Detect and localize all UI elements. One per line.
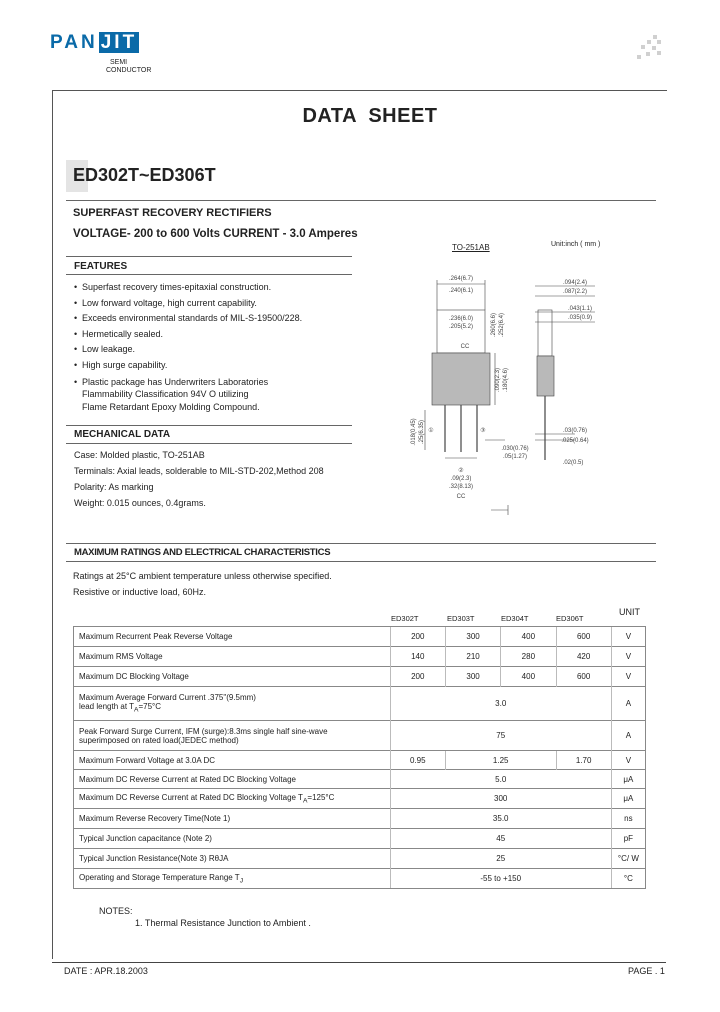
param-name: Maximum DC Reverse Current at Rated DC Blocking Voltage [74, 770, 391, 789]
logo-pan: PAN [50, 32, 98, 53]
pin-marker: ② [458, 468, 464, 474]
body-outline [432, 353, 490, 405]
brand-logo [50, 32, 139, 54]
feature-item: • Superfast recovery times-epitaxial construction. [74, 280, 354, 296]
table-row [74, 849, 646, 869]
divider [66, 200, 656, 201]
dim-label: .02(0.5) [562, 460, 584, 466]
divider [66, 543, 656, 544]
dim-label: .260(6.6) [491, 312, 497, 338]
table-row [74, 687, 646, 721]
features-list [74, 280, 354, 413]
param-line: Peak Forward Surge Current, IFM (surge):8.3ms single half sine-wave [79, 726, 328, 736]
value-cell: 25 [390, 849, 611, 869]
param-line: Maximum Average Forward Current .375"(9.5mm) [79, 693, 256, 703]
dim-label: .025(0.64) [561, 438, 589, 444]
param-name: Maximum Forward Voltage at 3.0A DC [74, 751, 391, 770]
ratings-table [73, 626, 646, 889]
table-row [74, 829, 646, 849]
divider [66, 561, 656, 562]
feature-item: • High surge capability. [74, 358, 354, 374]
value-cell: 35.0 [390, 809, 611, 829]
table-row [74, 627, 646, 647]
value-cell: 200 [390, 627, 445, 647]
dim-label: .035(0.9) [567, 315, 593, 321]
param-sub: A [134, 706, 139, 714]
param-name: Maximum Reverse Recovery Time(Note 1) [74, 809, 391, 829]
dim-label: .205(5.2) [448, 324, 474, 330]
unit-cell: V [611, 667, 645, 687]
table-row [74, 789, 646, 809]
feature-item: • Hermetically sealed. [74, 327, 354, 343]
dim-label: .09(2.3) [450, 476, 472, 482]
dim-label: .05(1.27) [502, 454, 528, 460]
value-cell: 420 [556, 647, 611, 667]
voltage-current-line: VOLTAGE- 200 to 600 Volts CURRENT - 3.0 Amperes [73, 228, 358, 240]
param-name [74, 687, 391, 721]
dim-label: .32(8.13) [448, 484, 474, 490]
feature-continuation: Flammability Classification 94V O utilizing [82, 389, 249, 400]
ratings-notes [73, 568, 332, 600]
value-cell: 300 [445, 667, 500, 687]
dim-label: .25(6.35) [419, 419, 425, 445]
param-name: Typical Junction Resistance(Note 3) RθJA [74, 849, 391, 869]
value-cell: 600 [556, 627, 611, 647]
value-cell: 200 [390, 667, 445, 687]
page-title: DATA SHEET [302, 105, 438, 127]
table-row [74, 751, 646, 770]
unit-cell: μA [611, 789, 645, 809]
note-1: 1. Thermal Resistance Junction to Ambient . [135, 918, 311, 928]
value-cell: 5.0 [390, 770, 611, 789]
notes-heading: NOTES: [99, 906, 133, 916]
unit-cell: V [611, 647, 645, 667]
footer-date: DATE : APR.18.2003 [64, 966, 148, 976]
value-cell: 140 [390, 647, 445, 667]
dim-label: .236(6.0) [448, 316, 474, 322]
tab-marking: CC [460, 344, 470, 350]
side-tab-outline [538, 310, 552, 356]
logo-subtitle [106, 59, 151, 75]
mechanical-item: Polarity: As marking [74, 482, 154, 492]
unit-label: Unit:inch ( mm ) [551, 241, 601, 248]
column-header-ed304t: ED304T [501, 614, 529, 623]
logo-sub-line1: SEMI [110, 59, 128, 66]
dim-label: .094(2.4) [562, 280, 588, 286]
table-row [74, 647, 646, 667]
corner-pattern [637, 35, 661, 59]
pin-marker: ③ [480, 428, 486, 434]
part-number: ED302T~ED306T [73, 165, 216, 185]
param-line: superimposed on rated load(JEDEC method) [79, 735, 239, 745]
dim-label: .264(6.7) [448, 276, 474, 282]
value-cell: 300 [390, 789, 611, 809]
unit-cell: °C/ W [611, 849, 645, 869]
product-subtitle: SUPERFAST RECOVERY RECTIFIERS [73, 207, 272, 219]
column-header-unit: UNIT [619, 607, 640, 617]
value-cell: 1.70 [556, 751, 611, 770]
dim-label: .03(0.76) [562, 428, 588, 434]
param-text: =75°C [138, 702, 162, 712]
param-name: Maximum Recurrent Peak Reverse Voltage [74, 627, 391, 647]
value-cell: 1.25 [445, 751, 556, 770]
unit-cell: A [611, 721, 645, 751]
side-body-outline [537, 356, 554, 396]
unit-cell: °C [611, 869, 645, 889]
divider [66, 256, 352, 257]
dim-label: .240(6.1) [448, 288, 474, 294]
features-heading: FEATURES [74, 261, 128, 272]
param-sub: J [239, 877, 244, 885]
divider [66, 274, 352, 275]
mechanical-heading: MECHANICAL DATA [74, 429, 171, 440]
unit-cell: μA [611, 770, 645, 789]
feature-item: • Exceeds environmental standards of MIL-S-19500/228. [74, 311, 354, 327]
lead-marking: CC [456, 494, 466, 500]
value-cell: 280 [501, 647, 556, 667]
logo-sub-line2: CONDUCTOR [106, 67, 152, 74]
value-cell: 3.0 [390, 687, 611, 721]
param-line [79, 702, 390, 714]
column-header-ed303t: ED303T [447, 614, 475, 623]
param-sub: A [302, 797, 308, 805]
dim-label: .043(1.1) [567, 306, 593, 312]
table-row [74, 809, 646, 829]
value-cell: 210 [445, 647, 500, 667]
value-cell: -55 to +150 [390, 869, 611, 889]
column-header-ed302t: ED302T [391, 614, 419, 623]
param-name: Maximum RMS Voltage [74, 647, 391, 667]
param-name: Maximum DC Blocking Voltage [74, 667, 391, 687]
unit-cell: V [611, 627, 645, 647]
feature-item: • Low forward voltage, high current capability. [74, 296, 354, 312]
divider [66, 443, 352, 444]
dim-label: .090(2.3) [495, 367, 501, 393]
package-outline-drawing [375, 250, 660, 525]
divider [66, 425, 352, 426]
table-row [74, 667, 646, 687]
ratings-note-2: Resistive or inductive load, 60Hz. [73, 587, 207, 597]
ratings-heading: MAXIMUM RATINGS AND ELECTRICAL CHARACTERISTICS [74, 547, 331, 558]
param-name [74, 789, 391, 809]
table-row [74, 770, 646, 789]
feature-continuation: Flame Retardant Epoxy Molding Compound. [82, 401, 260, 412]
dim-label: .180(4.6) [503, 367, 509, 393]
footer-page-number: PAGE . 1 [628, 966, 665, 976]
table-row [74, 721, 646, 751]
param-text: lead length at T [79, 702, 135, 712]
value-cell: 75 [390, 721, 611, 751]
value-cell: 45 [390, 829, 611, 849]
mechanical-item: Terminals: Axial leads, solderable to MIL-STD-202,Method 208 [74, 466, 324, 476]
ratings-note-1: Ratings at 25°C ambient temperature unless otherwise specified. [73, 571, 332, 581]
param-text: Operating and Storage Temperature Range T [79, 872, 240, 882]
dim-label: .018(0.45) [411, 418, 417, 446]
param-name [74, 869, 391, 889]
logo-jit: JIT [100, 32, 138, 53]
dim-label: .087(2.2) [562, 289, 588, 295]
param-name: Typical Junction capacitance (Note 2) [74, 829, 391, 849]
dim-label: .252(6.4) [499, 312, 505, 338]
feature-item: • Low leakage. [74, 342, 354, 358]
value-cell: 400 [501, 667, 556, 687]
value-cell: 300 [445, 627, 500, 647]
footer-divider [52, 962, 666, 963]
unit-cell: ns [611, 809, 645, 829]
value-cell: 0.95 [390, 751, 445, 770]
unit-cell: V [611, 751, 645, 770]
param-name [74, 721, 391, 751]
value-cell: 400 [501, 627, 556, 647]
unit-cell: pF [611, 829, 645, 849]
mechanical-item: Weight: 0.015 ounces, 0.4grams. [74, 498, 206, 508]
param-text: =125°C [307, 792, 335, 802]
column-header-ed306t: ED306T [556, 614, 584, 623]
dim-label: .030(0.76) [501, 446, 529, 452]
table-row [74, 869, 646, 889]
feature-item: • Plastic package has Underwriters Laboratories [74, 376, 354, 389]
pin-marker: ① [428, 428, 434, 434]
value-cell: 600 [556, 667, 611, 687]
mechanical-item: Case: Molded plastic, TO-251AB [74, 450, 205, 460]
package-label: TO-251AB [452, 243, 490, 252]
unit-cell: A [611, 687, 645, 721]
mechanical-list [74, 447, 324, 511]
param-text: Maximum DC Reverse Current at Rated DC Blocking Voltage T [79, 792, 303, 802]
